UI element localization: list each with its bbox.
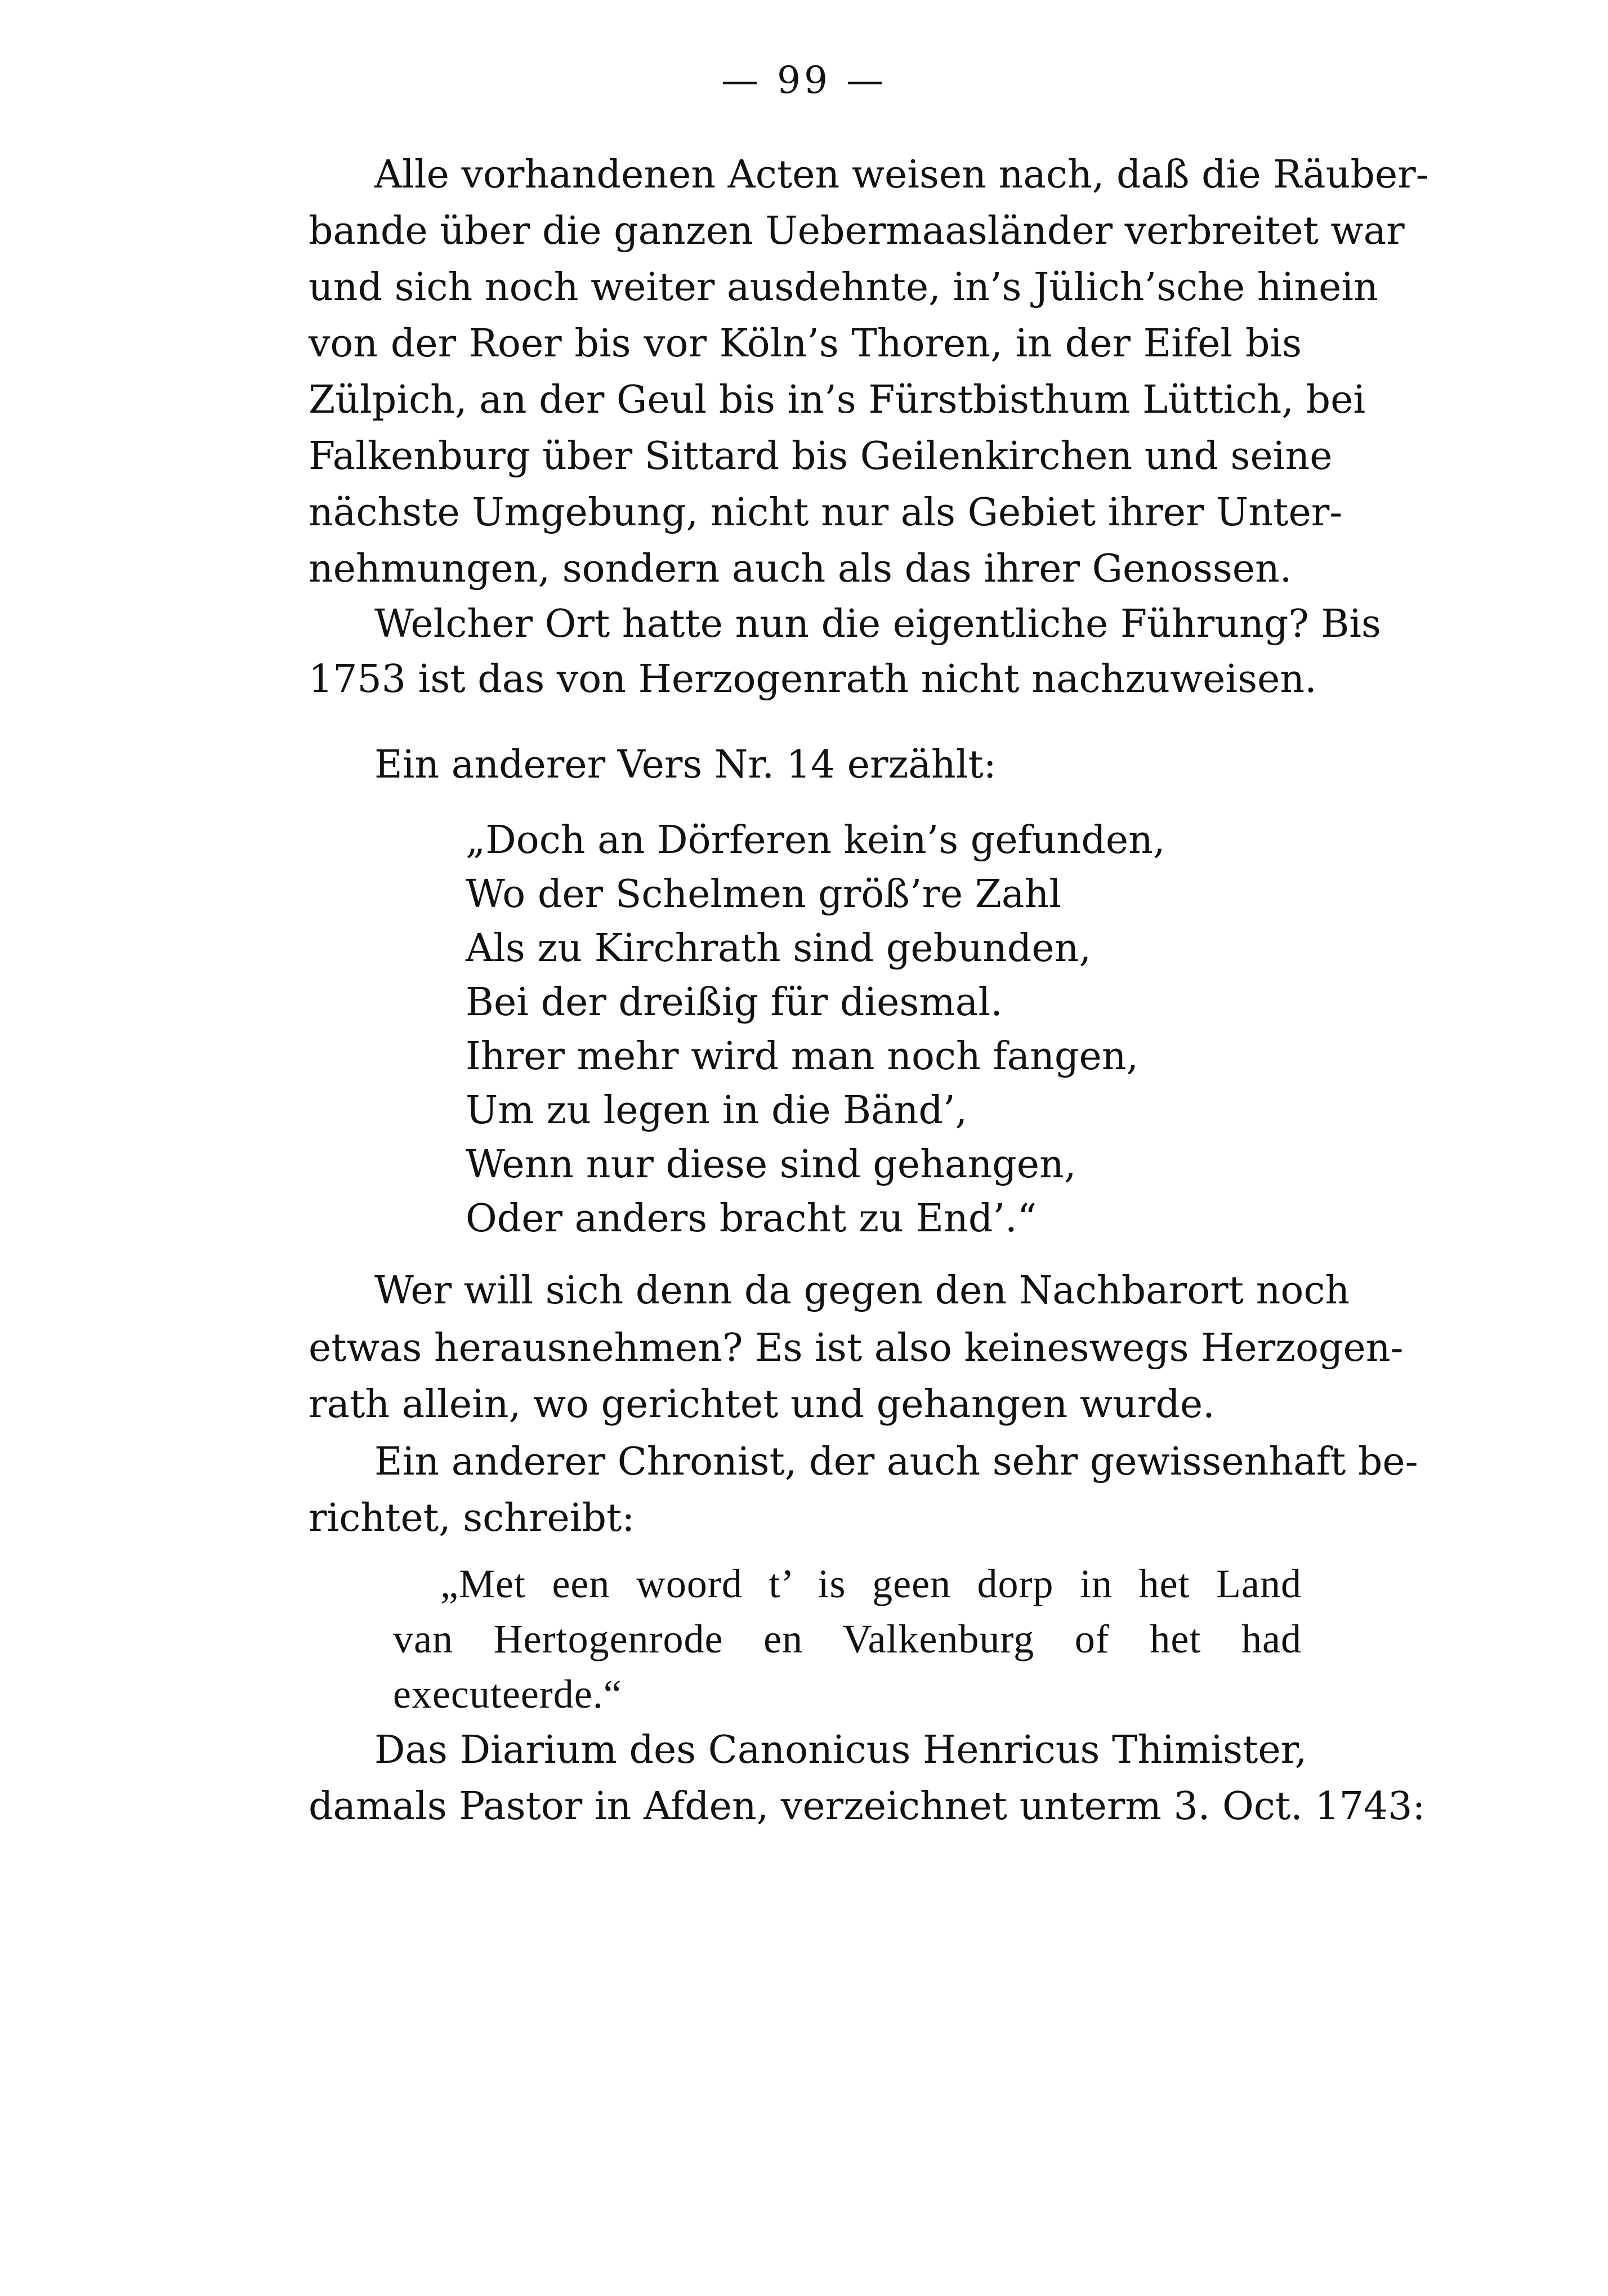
verse-line-8: Oder anders bracht zu End’.“: [466, 1196, 1037, 1241]
verse-line-1: „Doch an Dörferen kein’s gefunden,: [466, 818, 1165, 863]
paragraph-5-line-1: Ein anderer Chronist, der auch sehr gewissenhaft be-: [374, 1440, 1418, 1484]
verse-line-7: Wenn nur diese sind gehangen,: [466, 1142, 1077, 1187]
page-number: — 99 —: [721, 59, 887, 102]
paragraph-4-line-1: Wer will sich denn da gegen den Nachbarort noch: [374, 1268, 1350, 1313]
quote-line-1: „Met een woord t’ is geen dorp in het Land: [440, 1561, 1302, 1606]
verse-line-2: Wo der Schelmen größ’re Zahl: [466, 872, 1062, 917]
verse-line-3: Als zu Kirchrath sind gebunden,: [466, 926, 1091, 971]
paragraph-4-line-2: etwas herausnehmen? Es ist also keineswegs Herzogen-: [309, 1326, 1404, 1370]
quote-line-3: executeerde.“: [393, 1672, 622, 1717]
paragraph-3-line-1: Ein anderer Vers Nr. 14 erzählt:: [374, 743, 997, 787]
paragraph-1-line-2: bande über die ganzen Uebermaasländer verbreitet war: [309, 209, 1405, 253]
paragraph-5-line-2: richtet, schreibt:: [309, 1496, 635, 1540]
verse-line-6: Um zu legen in die Bänd’,: [466, 1088, 968, 1133]
paragraph-1-line-5: Zülpich, an der Geul bis in’s Fürstbisthum Lüttich, bei: [309, 378, 1366, 422]
paragraph-1-line-1: Alle vorhandenen Acten weisen nach, daß die Räuber-: [374, 153, 1429, 197]
paragraph-1-line-7: nächste Umgebung, nicht nur als Gebiet ihrer Unter-: [309, 490, 1343, 535]
quote-line-2: van Hertogenrode en Valkenburg of het had: [393, 1616, 1302, 1661]
paragraph-6-line-2: damals Pastor in Afden, verzeichnet unterm 3. Oct. 1743:: [309, 1784, 1426, 1829]
paragraph-6-line-1: Das Diarium des Canonicus Henricus Thimister,: [374, 1728, 1307, 1772]
paragraph-4-line-3: rath allein, wo gerichtet und gehangen wurde.: [309, 1382, 1215, 1427]
verse-line-5: Ihrer mehr wird man noch fangen,: [466, 1034, 1139, 1079]
verse-line-4: Bei der dreißig für diesmal.: [466, 980, 1003, 1025]
paragraph-1-line-4: von der Roer bis vor Köln’s Thoren, in der Eifel bis: [309, 321, 1302, 366]
paragraph-1-line-8: nehmungen, sondern auch als das ihrer Genossen.: [309, 547, 1292, 591]
paragraph-1-line-6: Falkenburg über Sittard bis Geilenkirchen und seine: [309, 434, 1333, 479]
paragraph-2-line-1: Welcher Ort hatte nun die eigentliche Führung? Bis: [374, 602, 1381, 646]
paragraph-1-line-3: und sich noch weiter ausdehnte, in’s Jülich’sche hinein: [309, 265, 1378, 310]
paragraph-2-line-2: 1753 ist das von Herzogenrath nicht nachzuweisen.: [309, 657, 1317, 702]
